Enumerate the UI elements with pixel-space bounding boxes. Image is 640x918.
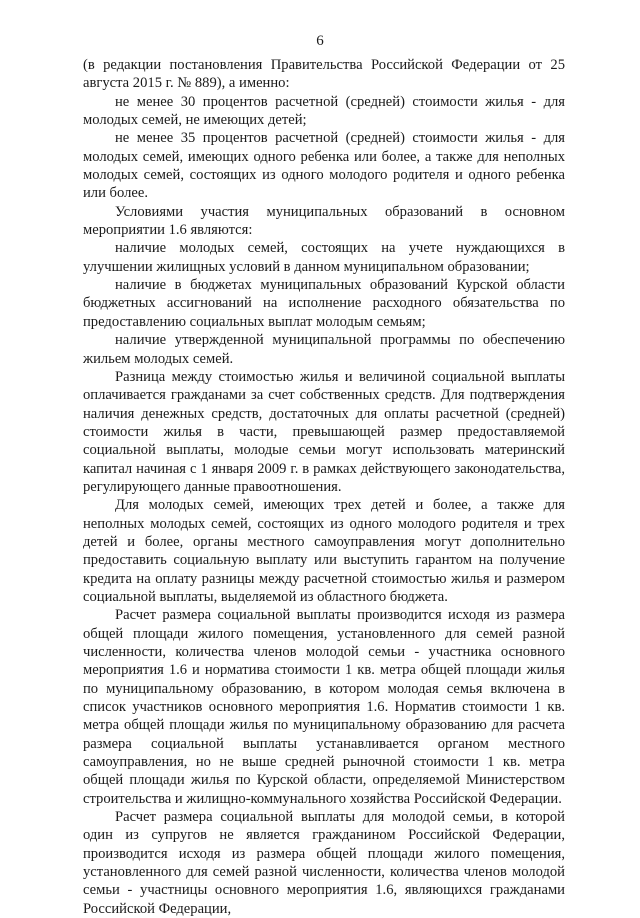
page-number: 6 <box>316 33 324 49</box>
paragraph: Разница между стоимостью жилья и величиной социальной выплаты оплачивается гражданами за счет собственных средств. Для подтверждения наличия денежных средств, достаточных для оплаты расчетной (средней) стоимости жилья в части, превышающей размер предоставляемой социальной выплаты, молодые семьи могут использовать материнский капитал начиная с 1 января 2009 г. в рамках действующего законодательства, регулирующего данные правоотношения. <box>83 368 565 495</box>
document-body <box>83 56 565 918</box>
paragraph: наличие в бюджетах муниципальных образований Курской области бюджетных ассигнований на исполнение расходного обязательства по предоставлению социальных выплат молодым семьям; <box>83 277 565 330</box>
paragraph: не менее 30 процентов расчетной (средней) стоимости жилья - для молодых семей, не имеющих детей; <box>83 93 565 129</box>
paragraph: Условиями участия муниципальных образований в основном мероприятии 1.6 являются: <box>83 203 565 239</box>
paragraph: наличие утвержденной муниципальной программы по обеспечению жильем молодых семей. <box>83 332 565 367</box>
paragraph: Расчет размера социальной выплаты для молодой семьи, в которой один из супругов не является гражданином Российской Федерации, производится исходя из размера общей площади жилого помещения, установленного для семей разной численности, количества членов молодой семьи - участницы основного мероприятия 1.6, являющихся гражданами Российской Федерации, <box>83 809 565 917</box>
paragraph: Расчет размера социальной выплаты производится исходя из размера общей площади жилого помещения, установленного для семей разной численности, количества членов молодой семьи - участника основного мероприятия 1.6 и норматива стоимости 1 кв. метра общей площади жилья по муниципальному образованию, в котором молодая семья включена в список участников основного мероприятия 1.6. Норматив стоимости 1 кв. метра общей площади жилья по муниципальному образованию для расчета размера социальной выплаты устанавливается органом местного самоуправления, но не выше средней рыночной стоимости 1 кв. метра общей площади жилья по Курской области, определяемой Министерством строительства и жилищно-коммунального хозяйства Российской Федерации. <box>83 607 565 807</box>
paragraph-continuation: (в редакции постановления Правительства Российской Федерации от 25 августа 2015 г. № 889), а именно: <box>83 57 565 92</box>
paragraph: не менее 35 процентов расчетной (средней) стоимости жилья - для молодых семей, имеющих одного ребенка или более, а также для неполных молодых семей, состоящих из одного молодого родителя и одного ребенка или более. <box>83 130 565 202</box>
paragraph: Для молодых семей, имеющих трех детей и более, а также для неполных молодых семей, состоящих из одного молодого родителя и трех детей и более, органы местного самоуправления могут дополнительно предоставить социальную выплату или выступить гарантом на получение кредита на оплату разницы между расчетной стоимостью жилья и размером социальной выплаты, выделяемой из областного бюджета. <box>83 497 565 605</box>
paragraph: наличие молодых семей, состоящих на учете нуждающихся в улучшении жилищных условий в данном муниципальном образовании; <box>83 240 565 275</box>
